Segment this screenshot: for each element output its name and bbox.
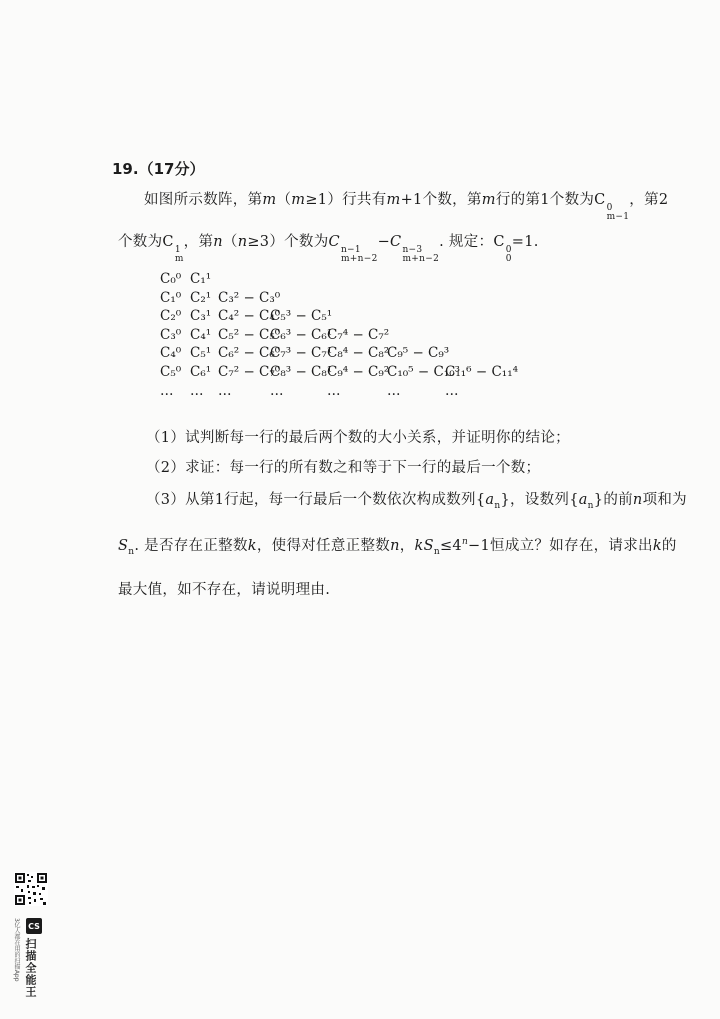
array-entry: C₂⁰: [160, 308, 182, 325]
array-entry: C₅² − C₅⁰: [218, 326, 281, 343]
qr-code-icon: [14, 872, 48, 906]
array-entry: C₉⁵ − C₉³: [387, 345, 450, 362]
array-entry: C₄¹: [190, 326, 212, 343]
array-entry: C₈⁴ − C₈²: [327, 345, 390, 362]
array-entry: …: [387, 382, 401, 399]
scanner-logo-icon: CS: [26, 918, 42, 934]
array-entry: …: [270, 382, 284, 399]
scanner-tagline: 3亿人都在用的扫描App: [13, 918, 20, 982]
array-entry: C₄⁰: [160, 345, 182, 362]
array-entry: C₅³ − C₅¹: [270, 308, 333, 325]
array-entry: …: [190, 382, 204, 399]
array-entry: C₀⁰: [160, 271, 182, 287]
combination-term: C 0 0: [493, 234, 512, 264]
array-entry: C₇³ − C₇¹: [270, 345, 333, 362]
array-entry: …: [327, 382, 341, 399]
array-entry: C₁⁰: [160, 289, 182, 306]
combination-term: C 0 m−1: [594, 192, 630, 222]
array-entry: C₆³ − C₆¹: [270, 326, 333, 343]
array-entry: C₃² − C₃⁰: [218, 289, 281, 306]
array-entry: C₇² − C₇⁰: [218, 364, 281, 380]
part-3-line-1: （3）从第1行起，每一行最后一个数依次构成数列$\{a_n\}$，设数列$\{a_n\}$的前n项和为: [146, 492, 687, 511]
array-entry: …: [160, 382, 174, 399]
array-entry: C₁₀⁵ − C₁₀³: [387, 364, 461, 380]
part-1: （1）试判断每一行的最后两个数的大小关系，并证明你的结论；: [146, 430, 570, 446]
intro-line-2: 个数为C 1 m ，第n（n≥3）个数为C n−1 m+n−2 −C n−3 m+n−2 . 规定：C 0 0 =1.: [118, 234, 539, 264]
array-entry: C₅⁰: [160, 364, 182, 380]
part-2: （2）求证：每一行的所有数之和等于下一行的最后一个数；: [146, 460, 541, 476]
scanner-brand: 扫描全能王: [24, 938, 37, 998]
array-entry: C₃⁰: [160, 326, 182, 343]
array-entry: C₂¹: [190, 289, 212, 306]
array-entry: C₁¹: [190, 271, 212, 287]
array-entry: C₆¹: [190, 364, 212, 380]
array-entry: C₅¹: [190, 345, 212, 362]
part-3-line-2: $S_n$. 是否存在正整数k，使得对任意正整数n，$kS_n\le 4^n-1$恒成立？如存在，请求出k的: [118, 537, 677, 557]
array-entry: C₆² − C₆⁰: [218, 345, 281, 362]
array-entry: C₄² − C₄⁰: [218, 308, 281, 325]
part-3-line-3: 最大值，如不存在，请说明理由.: [118, 582, 331, 598]
array-entry: …: [445, 382, 459, 399]
combination-term: C 1 m: [162, 234, 184, 264]
combination-term: C n−1 m+n−2: [328, 234, 378, 264]
array-entry: C₉⁴ − C₉²: [327, 364, 390, 380]
array-entry: C₁₁⁶ − C₁₁⁴: [445, 364, 519, 380]
array-entry: C₈³ − C₈¹: [270, 364, 333, 380]
question-number: 19.（17分）: [112, 160, 205, 178]
array-entry: C₃¹: [190, 308, 212, 325]
array-entry: …: [218, 382, 232, 399]
intro-line-1: 如图所示数阵，第m（m≥1）行共有m+1个数，第m行的第1个数为C 0 m−1 ，第2: [144, 192, 669, 222]
array-entry: C₇⁴ − C₇²: [327, 326, 390, 343]
combination-term: C n−3 m+n−2: [390, 234, 440, 264]
